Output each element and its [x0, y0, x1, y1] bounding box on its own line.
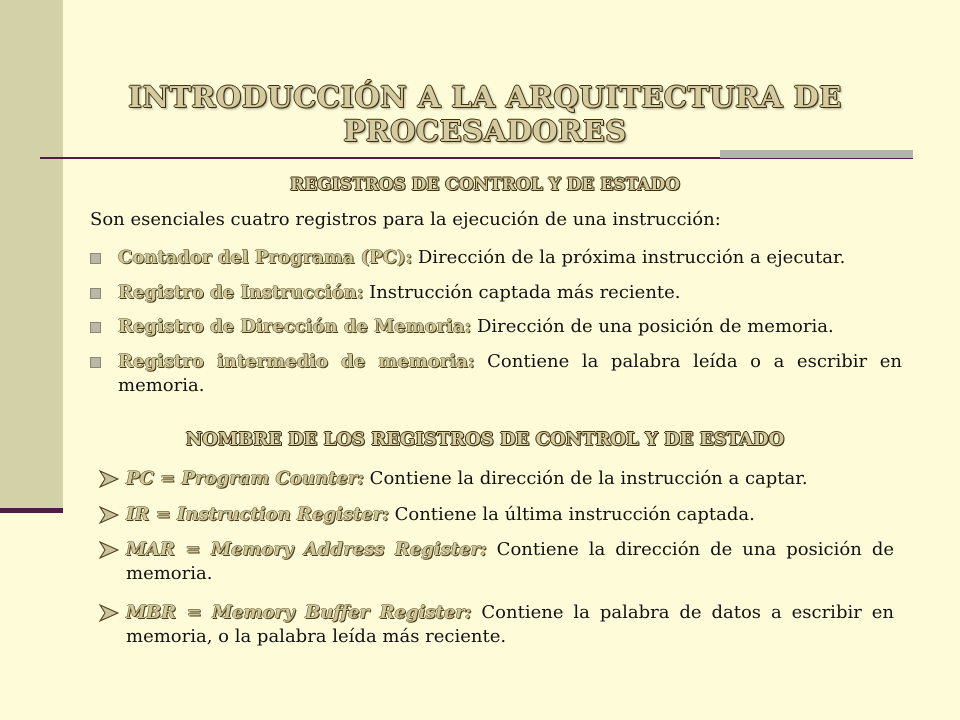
section1-intro: Son esenciales cuatro registros para la ejecución de una instrucción:	[90, 209, 721, 230]
item-term: Registro de Dirección de Memoria:	[118, 316, 472, 337]
section1-heading: REGISTROS DE CONTROL Y DE ESTADO	[290, 175, 680, 195]
arrow-bullet-icon	[98, 470, 120, 488]
item-term: IR = Instruction Register:	[126, 504, 389, 525]
list-item	[90, 281, 902, 305]
item-text: Contiene la palabra leída o a escribir en memoria.	[118, 351, 902, 396]
section2-heading: NOMBRE DE LOS REGISTROS DE CONTROL Y DE ESTADO	[185, 429, 785, 450]
item-text: Dirección de una posición de memoria.	[471, 316, 834, 337]
list-item	[90, 350, 902, 398]
item-term: MBR = Memory Buffer Register:	[126, 602, 472, 623]
item-text: Contiene la última instrucción captada.	[388, 504, 755, 525]
item-text: Contiene la dirección de la instrucción a captar.	[363, 468, 808, 489]
square-bullet-icon	[90, 253, 101, 264]
slide-title: INTRODUCCIÓN A LA ARQUITECTURA DE PROCESADORES	[128, 80, 842, 148]
arrow-bullet-icon	[98, 604, 120, 622]
list-item	[98, 601, 894, 649]
title-divider-block	[720, 150, 913, 158]
arrow-bullet-icon	[98, 506, 120, 524]
item-text: Contiene la palabra de datos a escribir en memoria, o la palabra leída más reciente.	[126, 602, 895, 647]
side-decoration-bar	[0, 0, 63, 512]
list-item	[90, 246, 902, 270]
item-term: PC = Program Counter:	[126, 468, 364, 489]
side-decoration-underline	[0, 508, 63, 513]
square-bullet-icon	[90, 322, 101, 333]
square-bullet-icon	[90, 288, 101, 299]
list-item	[90, 315, 902, 339]
square-bullet-icon	[90, 357, 101, 368]
list-item	[98, 538, 894, 586]
item-text: Contiene la dirección de una posición de memoria.	[126, 539, 894, 584]
item-term: MAR = Memory Address Register:	[126, 539, 487, 560]
item-text: Dirección de la próxima instrucción a ejecutar.	[412, 247, 846, 268]
item-term: Registro intermedio de memoria:	[118, 351, 475, 372]
item-text: Instrucción captada más reciente.	[363, 282, 681, 303]
list-item	[98, 503, 894, 527]
list-item	[98, 467, 894, 491]
item-term: Registro de Instrucción:	[118, 282, 364, 303]
item-term: Contador del Programa (PC):	[118, 247, 413, 268]
arrow-bullet-icon	[98, 541, 120, 559]
